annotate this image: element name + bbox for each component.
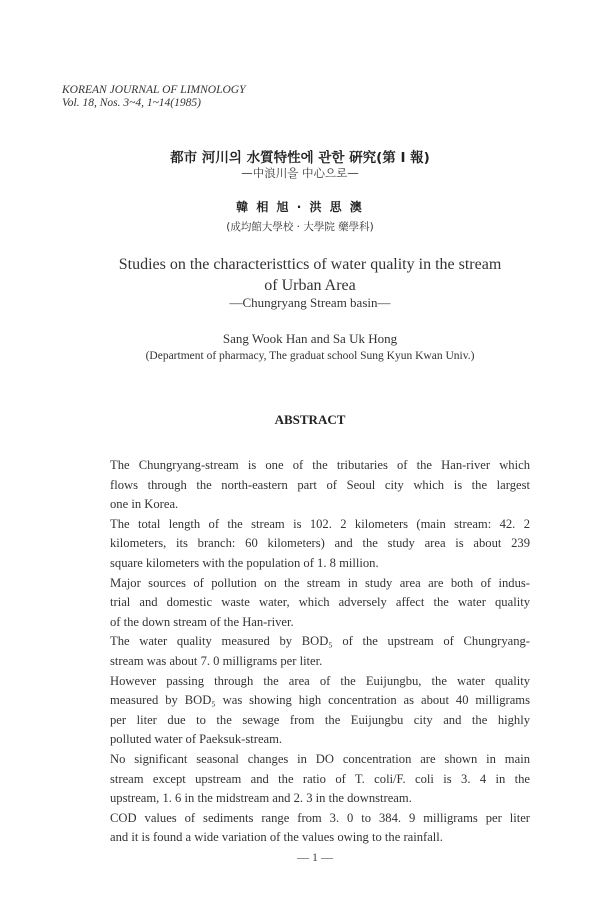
english-title-line-1: Studies on the characteristtics of water quality in the stream [118,256,502,273]
korean-authors: 韓 相 旭 · 洪 思 澳 [236,200,364,214]
abstract-line: per liter due to the sewage from the Euijungbu city and the highly [110,712,530,727]
abstract-line: stream except upstream and the ratio of T. coli/F. coli is 3. 4 in the [110,771,530,786]
abstract-line: and it is found a wide variation of the values owing to the rainfall. [110,830,443,845]
page-number: — 1 — [297,850,333,864]
journal-name: KOREAN JOURNAL OF LIMNOLOGY [62,84,246,96]
abstract-heading: ABSTRACT [274,412,346,427]
journal-header [62,84,245,110]
english-subtitle: —Chungryang Stream basin— [229,295,391,310]
abstract-line: polluted water of Paeksuk-stream. [110,732,283,747]
abstract-line: kilometers, its branch: 60 kilometers) and the study area is about 239 [110,536,530,551]
korean-subtitle: —中浪川을 中心으로— [241,166,359,180]
abstract-line: square kilometers with the population of 1. 8 million. [110,555,379,570]
abstract-line: measured by BOD₅ was showing high concentration as about 40 milligrams [110,693,530,708]
abstract-line: Major sources of pollution on the stream in study area are both of indus- [110,575,530,590]
abstract-line: flows through the north-eastern part of Seoul city which is the largest [110,477,530,492]
abstract-line: trial and domestic waste water, which adversely affect the water quality [110,595,530,610]
abstract-line: COD values of sediments range from 3. 0 to 384. 9 milligrams per liter [110,810,530,825]
journal-citation: Vol. 18, Nos. 3~4, 1~14(1985) [62,97,201,109]
abstract-line: However passing through the area of the Euijungbu, the water quality [110,673,530,688]
abstract-line: of the down stream of the Han-river. [110,614,294,629]
abstract-line: No significant seasonal changes in DO concentration are shown in main [110,751,530,766]
english-affiliation: (Department of pharmacy, The graduat school Sung Kyun Kwan Univ.) [145,350,475,362]
abstract-line: The water quality measured by BOD₅ of the upstream of Chungryang- [110,634,530,649]
korean-title: 都市 河川의 水質特性에 관한 硏究(第 I 報) [170,150,430,166]
abstract-line: The Chungryang-stream is one of the tributaries of the Han-river which [110,458,530,472]
english-title [0,254,600,296]
korean-affiliation: (成均館大學校 · 大學院 藥學科) [226,221,374,233]
abstract-line: stream was about 7. 0 milligrams per liter. [110,653,323,668]
english-authors: Sang Wook Han and Sa Uk Hong [222,331,398,346]
abstract-body [110,456,530,848]
english-title-line-2: of Urban Area [264,277,356,294]
abstract-line: The total length of the stream is 102. 2 kilometers (main stream: 42. 2 [110,516,530,531]
abstract-line: one in Korea. [110,497,179,512]
abstract-line: upstream, 1. 6 in the midstream and 2. 3 in the downstream. [110,791,412,806]
